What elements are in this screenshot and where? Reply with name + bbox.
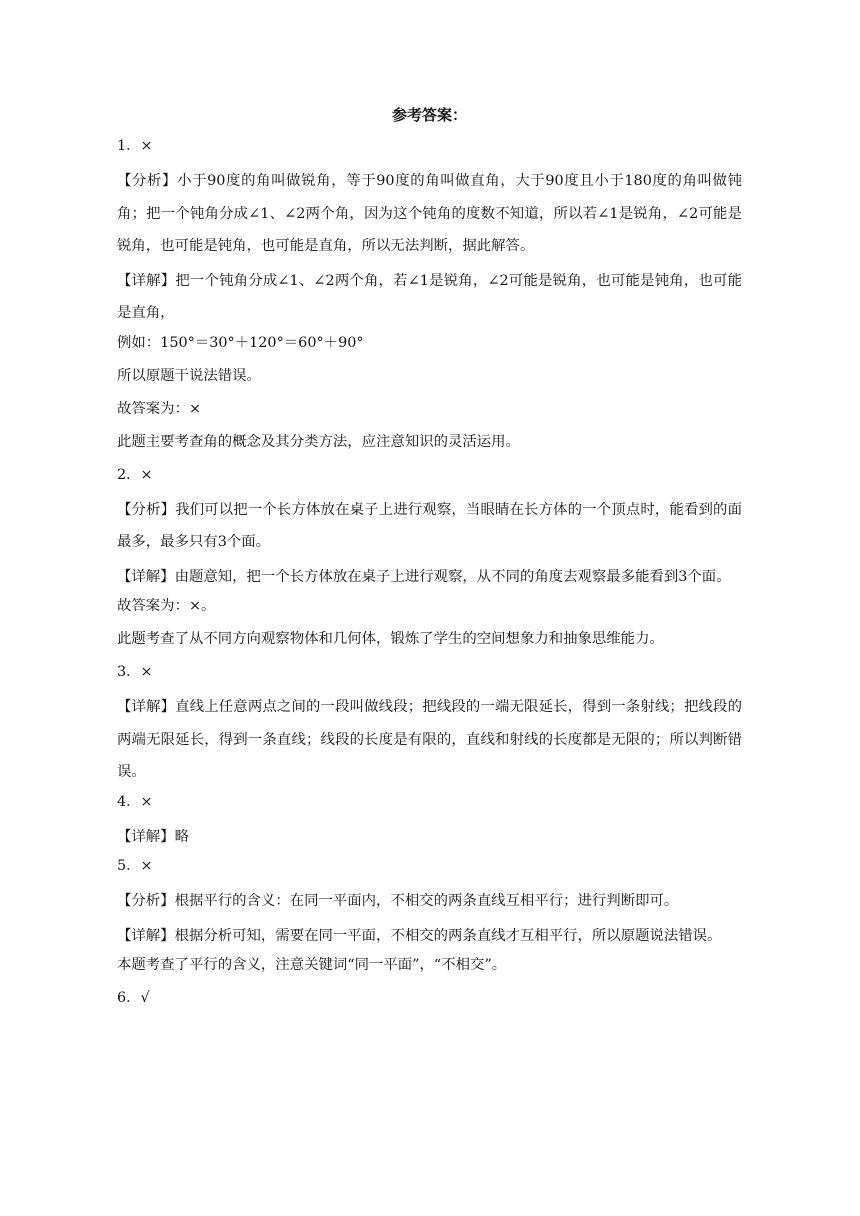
detail-tag: 【详解】: [117, 828, 175, 845]
answer-line: 故答案为：×。: [117, 598, 216, 614]
conclusion-line: 所以原题干说法错误。: [117, 367, 261, 384]
analysis-paragraph: [117, 165, 742, 263]
detail-text: 由题意知，把一个长方体放在桌子上进行观察，从不同的角度去观察最多能看到3个面。: [174, 568, 731, 585]
detail-paragraph: [117, 691, 742, 789]
answer-number-2: 2．×: [117, 466, 153, 483]
answer-number-3: 3．×: [117, 664, 153, 680]
answer-number-6: 6．√: [117, 990, 150, 1006]
answer-number-4: 4．×: [117, 793, 153, 810]
detail-text: 根据分析可知，需要在同一平面，不相交的两条直线才互相平行，所以原题说法错误。: [174, 927, 722, 944]
detail-paragraph: [117, 265, 742, 330]
detail-text: 直线上任意两点之间的一段叫做线段；把线段的一端无限延长，得到一条射线；把线段的两端无限延长，得到一条直线；线段的长度是有限的，直线和射线的长度都是无限的；所以判断错误。: [117, 699, 742, 780]
analysis-text: 我们可以把一个长方体放在桌子上进行观察，当眼睛在长方体的一个顶点时，能看到的面最多，最多只有3个面。: [117, 501, 742, 550]
detail-tag: 【详解】: [117, 272, 176, 289]
analysis-paragraph: [117, 885, 742, 918]
detail-tag: 【详解】: [117, 568, 175, 585]
detail-tag: 【详解】: [117, 927, 175, 944]
analysis-tag: 【分析】: [117, 893, 175, 909]
detail-paragraph: [117, 920, 742, 953]
answer-line: 故答案为：×: [117, 400, 202, 417]
detail-paragraph: [117, 561, 742, 594]
page-title: 参考答案：: [391, 106, 467, 124]
analysis-paragraph: [117, 494, 742, 559]
analysis-text: 小于90度的角叫做锐角，等于90度的角叫做直角，大于90度且小于180度的角叫做钝角；把一个钝角分成∠1、∠2两个角，因为这个钝角的度数不知道，所以若∠1是锐角，∠2可能是锐角，也可能是钝角，也可能是直角，所以无法判断，据此解答。: [117, 173, 742, 254]
analysis-text: 根据平行的含义：在同一平面内，不相交的两条直线互相平行；进行判断即可。: [174, 893, 679, 909]
analysis-tag: 【分析】: [117, 173, 178, 189]
detail-paragraph: [117, 821, 742, 854]
answer-number-5: 5．×: [117, 858, 153, 874]
example-line: 例如：150°＝30°＋120°＝60°＋90°: [117, 334, 364, 351]
summary-line: 此题主要考查角的概念及其分类方法，应注意知识的灵活运用。: [117, 433, 520, 450]
answer-number-1: 1．×: [117, 138, 153, 154]
detail-text: 把一个钝角分成∠1、∠2两个角，若∠1是锐角，∠2可能是锐角，也可能是钝角，也可能是直角，: [117, 272, 742, 321]
analysis-tag: 【分析】: [117, 501, 176, 518]
summary-line: 此题考查了从不同方向观察物体和几何体，锻炼了学生的空间想象力和抽象思维能力。: [117, 631, 664, 647]
detail-tag: 【详解】: [117, 699, 176, 715]
summary-line: 本题考查了平行的含义，注意关键词“同一平面”，“不相交”。: [117, 957, 507, 973]
detail-text: 略: [174, 828, 189, 845]
